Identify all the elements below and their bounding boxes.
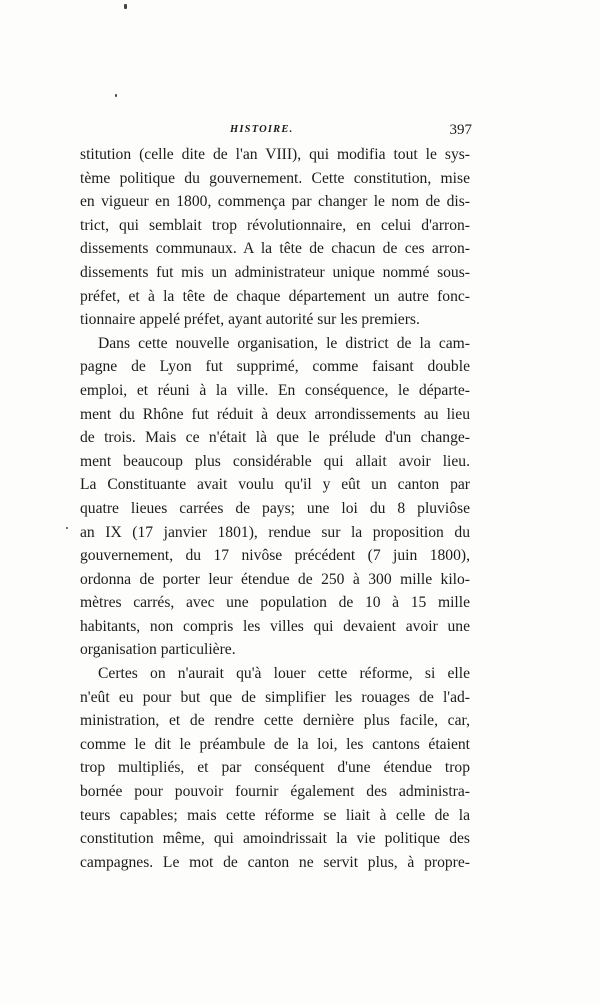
- text-line: dissements communaux. A la tête de chacun de ces arron-: [80, 240, 470, 258]
- text-line: La Constituante avait voulu qu'il y eût un canton par: [80, 476, 470, 494]
- text-line: de trois. Mais ce n'était là que le prélude d'un change-: [80, 429, 470, 447]
- text-line: teurs capables; mais cette réforme se liait à celle de la: [80, 806, 470, 824]
- text-line: bornée pour pouvoir fournir également des administra-: [80, 783, 470, 801]
- text-line: ministration, et de rendre cette dernière plus facile, car,: [80, 712, 470, 730]
- print-speck: [66, 527, 68, 529]
- text-line: pagne de Lyon fut supprimé, comme faisant double: [80, 358, 470, 376]
- text-line: préfet, et à la tête de chaque département un autre fonc-: [80, 287, 470, 305]
- text-line: Certes on n'aurait qu'à louer cette réforme, si elle: [98, 665, 470, 683]
- text-line: organisation particulière.: [80, 641, 236, 659]
- text-line: gouvernement, du 17 nivôse précédent (7 juin 1800),: [80, 547, 470, 565]
- text-line: emploi, et réuni à la ville. En conséquence, le départe-: [80, 381, 470, 399]
- page-header: [80, 122, 472, 142]
- text-line: ordonna de porter leur étendue de 250 à 300 mille kilo-: [80, 570, 470, 588]
- text-line: quatre lieues carrées de pays; une loi du 8 pluviôse: [80, 499, 470, 517]
- text-line: constitution même, qui amoindrissait la vie politique des: [80, 830, 470, 848]
- text-line: ment du Rhône fut réduit à deux arrondissements au lieu: [80, 405, 470, 423]
- text-line: dissements fut mis un administrateur unique nommé sous-: [80, 263, 470, 281]
- text-line: tème politique du gouvernement. Cette constitution, mise: [80, 169, 470, 187]
- text-line: habitants, non compris les villes qui devaient avoir une: [80, 617, 470, 635]
- text-line: trict, qui semblait trop révolutionnaire, en celui d'arron-: [80, 216, 470, 234]
- print-speck: [124, 4, 127, 9]
- text-line: stitution (celle dite de l'an VIII), qui modifia tout le sys-: [80, 146, 470, 163]
- running-head: HISTOIRE.: [230, 124, 294, 135]
- text-line: tionnaire appelé préfet, ayant autorité sur les premiers.: [80, 311, 420, 329]
- print-speck: [115, 94, 117, 97]
- text-line: an IX (17 janvier 1801), rendue sur la proposition du: [80, 523, 470, 541]
- text-line: trop multipliés, et par conséquent d'une étendue trop: [80, 759, 470, 777]
- text-line: campagnes. Le mot de canton ne servit plus, à propre-: [80, 853, 470, 871]
- text-line: comme le dit le préambule de la loi, les cantons étaient: [80, 735, 470, 753]
- text-line: Dans cette nouvelle organisation, le district de la cam-: [98, 334, 470, 352]
- body-text: [80, 143, 470, 874]
- text-line: n'eût eu pour but que de simplifier les rouages de l'ad-: [80, 688, 470, 706]
- page-number: 397: [449, 122, 472, 138]
- text-line: mètres carrés, avec une population de 10 à 15 mille: [80, 594, 470, 612]
- text-line: ment beaucoup plus considérable qui allait avoir lieu.: [80, 452, 470, 470]
- text-line: en vigueur en 1800, commença par changer le nom de dis-: [80, 193, 470, 211]
